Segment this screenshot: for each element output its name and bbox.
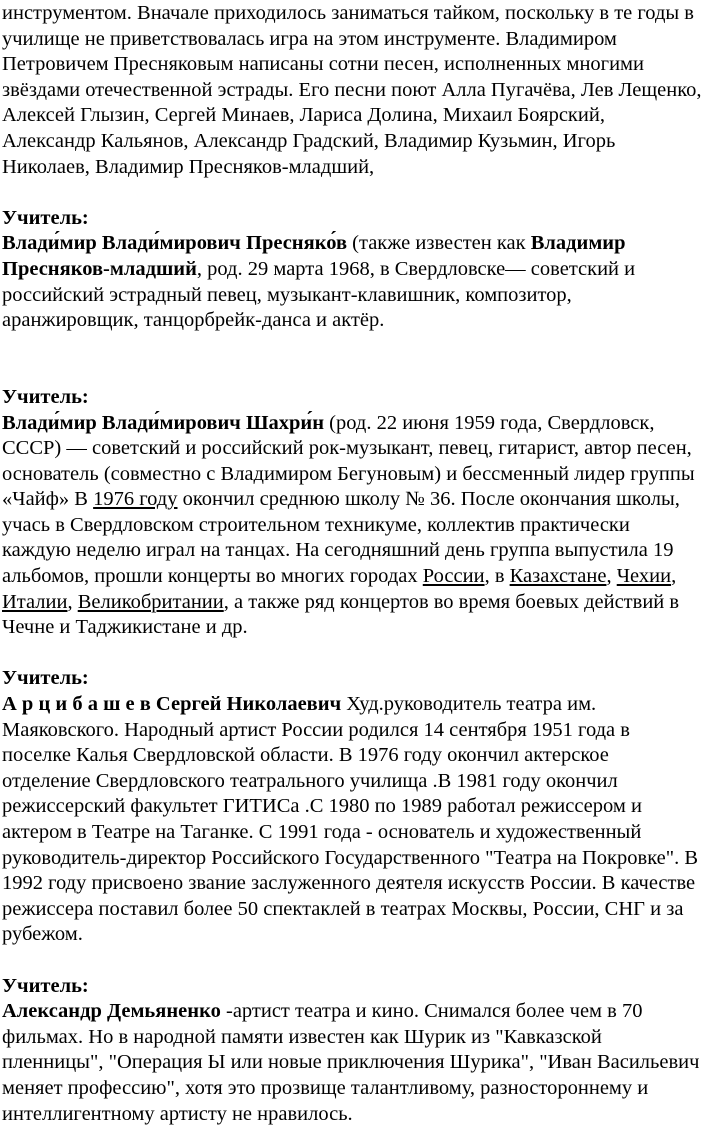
artsibashev-paragraph — [2, 692, 702, 948]
paragraph-text: (род. 22 июня 1959 года, Свердловск, СССР) — советский и российский рок-музыкант, певец, гитарист, автор песен, основатель (совместно с Владимиром Бегуновым) и бессменный лидер группы «Чайф» В — [2, 411, 695, 511]
separator: , — [606, 565, 617, 588]
spacer — [2, 948, 702, 974]
shakhrin-paragraph — [2, 411, 702, 641]
spacer — [2, 180, 702, 206]
person-alias: Владимир Пресняков-младший — [2, 232, 626, 280]
link-uk[interactable]: Великобритании — [77, 590, 224, 613]
paragraph-text: , а также ряд концертов во время боевых действий в Чечне и Таджикистане и др. — [2, 590, 680, 639]
teacher-label: Учитель: — [2, 667, 89, 690]
person-name: А р ц и б а ш е в Сергей Николаевич — [2, 693, 342, 716]
teacher-label: Учитель: — [2, 974, 89, 997]
demyanenko-paragraph — [2, 999, 702, 1127]
link-italy[interactable]: Италии — [2, 590, 68, 613]
paragraph-text: , род. 29 марта 1968, в Свердловске— советский и российский эстрадный певец, музыкант-клавишник, композитор, аранжировщик, танцорбрейк-данса и актёр. — [2, 257, 636, 332]
person-name: Влади́мир Влади́мирович Пресняко́в — [2, 232, 348, 255]
separator: , — [671, 565, 677, 588]
paragraph-text: , в — [484, 565, 510, 588]
link-russia[interactable]: России — [422, 565, 485, 588]
link-czech[interactable]: Чехии — [616, 565, 672, 588]
spacer — [2, 334, 702, 385]
teacher-label: Учитель: — [2, 385, 89, 408]
person-name: Влади́мир Влади́мирович Шахри́н — [2, 411, 325, 434]
separator: , — [67, 590, 78, 613]
paragraph-text: (также известен как — [347, 232, 531, 255]
paragraph-text: -артист театра и кино. Снимался более чем в 70 фильмах. Но в народной памяти известен как Шурик из "Кавказской пленницы", "Операция Ы или новые приключения Шурика", "Иван Васильевич меняет профессию", хотя это прозвище талантливому, разностороннему и интеллигентному артисту не нравилось. — [2, 1000, 700, 1125]
paragraph-text: Худ.руководитель театра им. Маяковского. Народный артист России родился 14 сентября 1951 года в поселке Калья Свердловской области. В 1976 году окончил актерское отделение Свердловского театрального училища .В 1981 году окончил режиссерский факультет ГИТИСа .С 1980 по 1989 работал режиссером и актером в Театре на Таганке. С 1991 года - основатель и художественный руководитель-директор Российского Государственного "Театра на Покровке". В 1992 году присвоено звание заслуженного деятеля искусств России. В качестве режиссера поставил более 50 спектаклей в театрах Москвы, России, СНГ и за рубежом. — [2, 693, 699, 946]
link-kazakhstan[interactable]: Казахстане — [509, 565, 607, 588]
presnyakov-paragraph — [2, 231, 702, 333]
paragraph-text: окончил среднюю школу № 36. После окончания школы, учась в Свердловском строительном техникуме, коллектив практически каждую неделю играл на танцах. На сегодняшний день группа выпустила 19 альбомов, прошли концерты во многих городах — [2, 488, 680, 588]
teacher-label: Учитель: — [2, 206, 89, 229]
intro-paragraph: инструментом. Вначале приходилось заниматься тайком, поскольку в те годы в училище не приветствовалась игра на этом инструменте. Владимиром Петровичем Пресняковым написаны сотни песен, исполненных многими звёздами отечественной эстрады. Его песни поют Алла Пугачёва, Лев Лещенко, Алексей Глызин, Сергей Минаев, Лариса Долина, Михаил Боярский, Александр Кальянов, Александр Градский, Владимир Кузьмин, Игорь Николаев, Владимир Пресняков-младший, — [2, 2, 702, 178]
spacer — [2, 641, 702, 667]
person-name: Александр Демьяненко — [2, 1000, 221, 1023]
link-1976[interactable]: 1976 году — [93, 488, 178, 511]
